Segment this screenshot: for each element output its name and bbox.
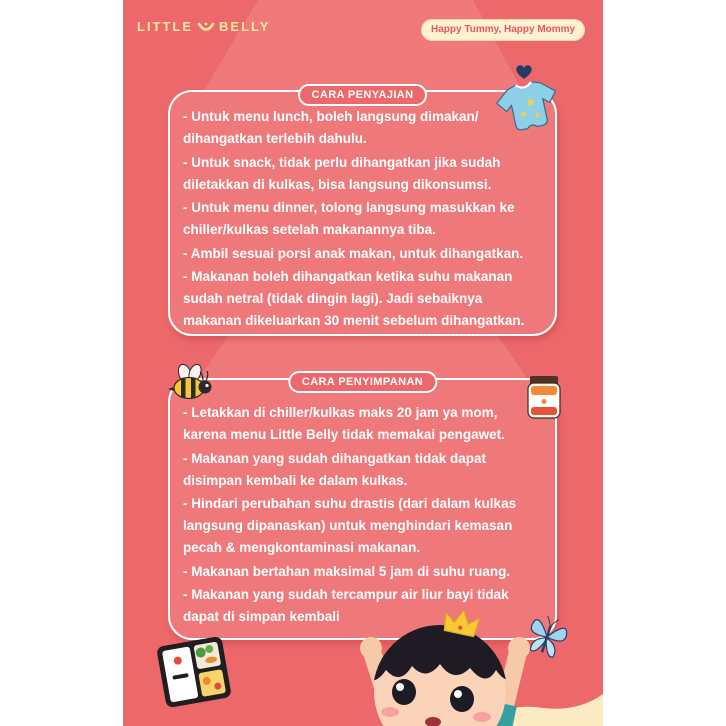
- tagline-badge: Happy Tummy, Happy Mommy: [421, 19, 585, 41]
- instruction-line: - Makanan yang sudah dihangatkan tidak dapat: [183, 450, 487, 466]
- instruction-item: [183, 561, 545, 583]
- instruction-item: [183, 493, 545, 559]
- jar-body: [528, 383, 560, 418]
- instruction-line: dihangatkan terlebih dahulu.: [183, 131, 367, 146]
- instruction-line: karena menu Little Belly tidak memakai pengawet.: [183, 427, 505, 442]
- instruction-item: [183, 152, 545, 196]
- poster: [123, 0, 603, 726]
- brand-word-right: BELLY: [219, 19, 271, 34]
- section-title: CARA PENYIMPANAN: [288, 371, 437, 393]
- instruction-line: - Untuk menu lunch, boleh langsung dimakan/: [183, 109, 479, 124]
- instruction-line: pecah & mengkontaminasi makanan.: [183, 540, 421, 555]
- instruction-line: disimpan kembali ke dalam kulkas.: [183, 472, 408, 488]
- instruction-line: dapat di simpan kembali: [183, 609, 340, 624]
- instruction-item: [183, 106, 545, 150]
- instruction-line: - Makanan yang sudah tercampur air liur bayi tidak: [183, 587, 509, 602]
- brand-logo: [137, 19, 270, 35]
- smile-icon: [196, 21, 216, 33]
- brand-word-left: LITTLE: [137, 19, 194, 34]
- instruction-line: - Makanan bertahan maksimal 5 jam di suhu ruang.: [183, 563, 511, 579]
- instruction-item: [183, 448, 545, 492]
- heart-icon: [515, 64, 533, 80]
- instruction-line: - Untuk menu dinner, tolong langsung masukkan ke: [183, 200, 515, 215]
- instruction-line: makanan dikeluarkan 30 menit sebelum dihangatkan.: [183, 313, 525, 328]
- bee-illustration: [167, 360, 213, 404]
- instruction-list: [183, 106, 545, 332]
- instruction-line: chiller/kulkas setelah makanannya tiba.: [183, 222, 436, 237]
- bento-box-illustration: [153, 632, 236, 711]
- instruction-line: - Untuk snack, tidak perlu dihangatkan jika sudah: [183, 154, 501, 170]
- spotlight-beam-top: [203, 0, 523, 92]
- instruction-line: diletakkan di kulkas, bisa langsung dikonsumsi.: [183, 176, 492, 192]
- instruction-item: [183, 266, 545, 332]
- onesie-body: [494, 77, 562, 133]
- instruction-line: langsung dipanaskan) untuk menghindari kemasan: [183, 518, 513, 533]
- instruction-line: - Makanan boleh dihangatkan ketika suhu makanan: [183, 269, 513, 284]
- baby-food-jar-illustration: [526, 374, 562, 420]
- instruction-item: [183, 243, 545, 265]
- instruction-item: [183, 197, 545, 241]
- instruction-line: - Ambil sesuai porsi anak makan, untuk dihangatkan.: [183, 245, 524, 261]
- instruction-line: - Hindari perubahan suhu drastis (dari dalam kulkas: [183, 496, 517, 511]
- instruction-item: [183, 402, 545, 446]
- instruction-line: sudah netral (tidak dingin lagi). Jadi sebaiknya: [183, 291, 483, 306]
- section-title: CARA PENYAJIAN: [298, 84, 428, 106]
- baby-character-illustration: [340, 596, 560, 726]
- instruction-list: [183, 402, 545, 628]
- instruction-line: - Letakkan di chiller/kulkas maks 20 jam ya mom,: [183, 405, 498, 420]
